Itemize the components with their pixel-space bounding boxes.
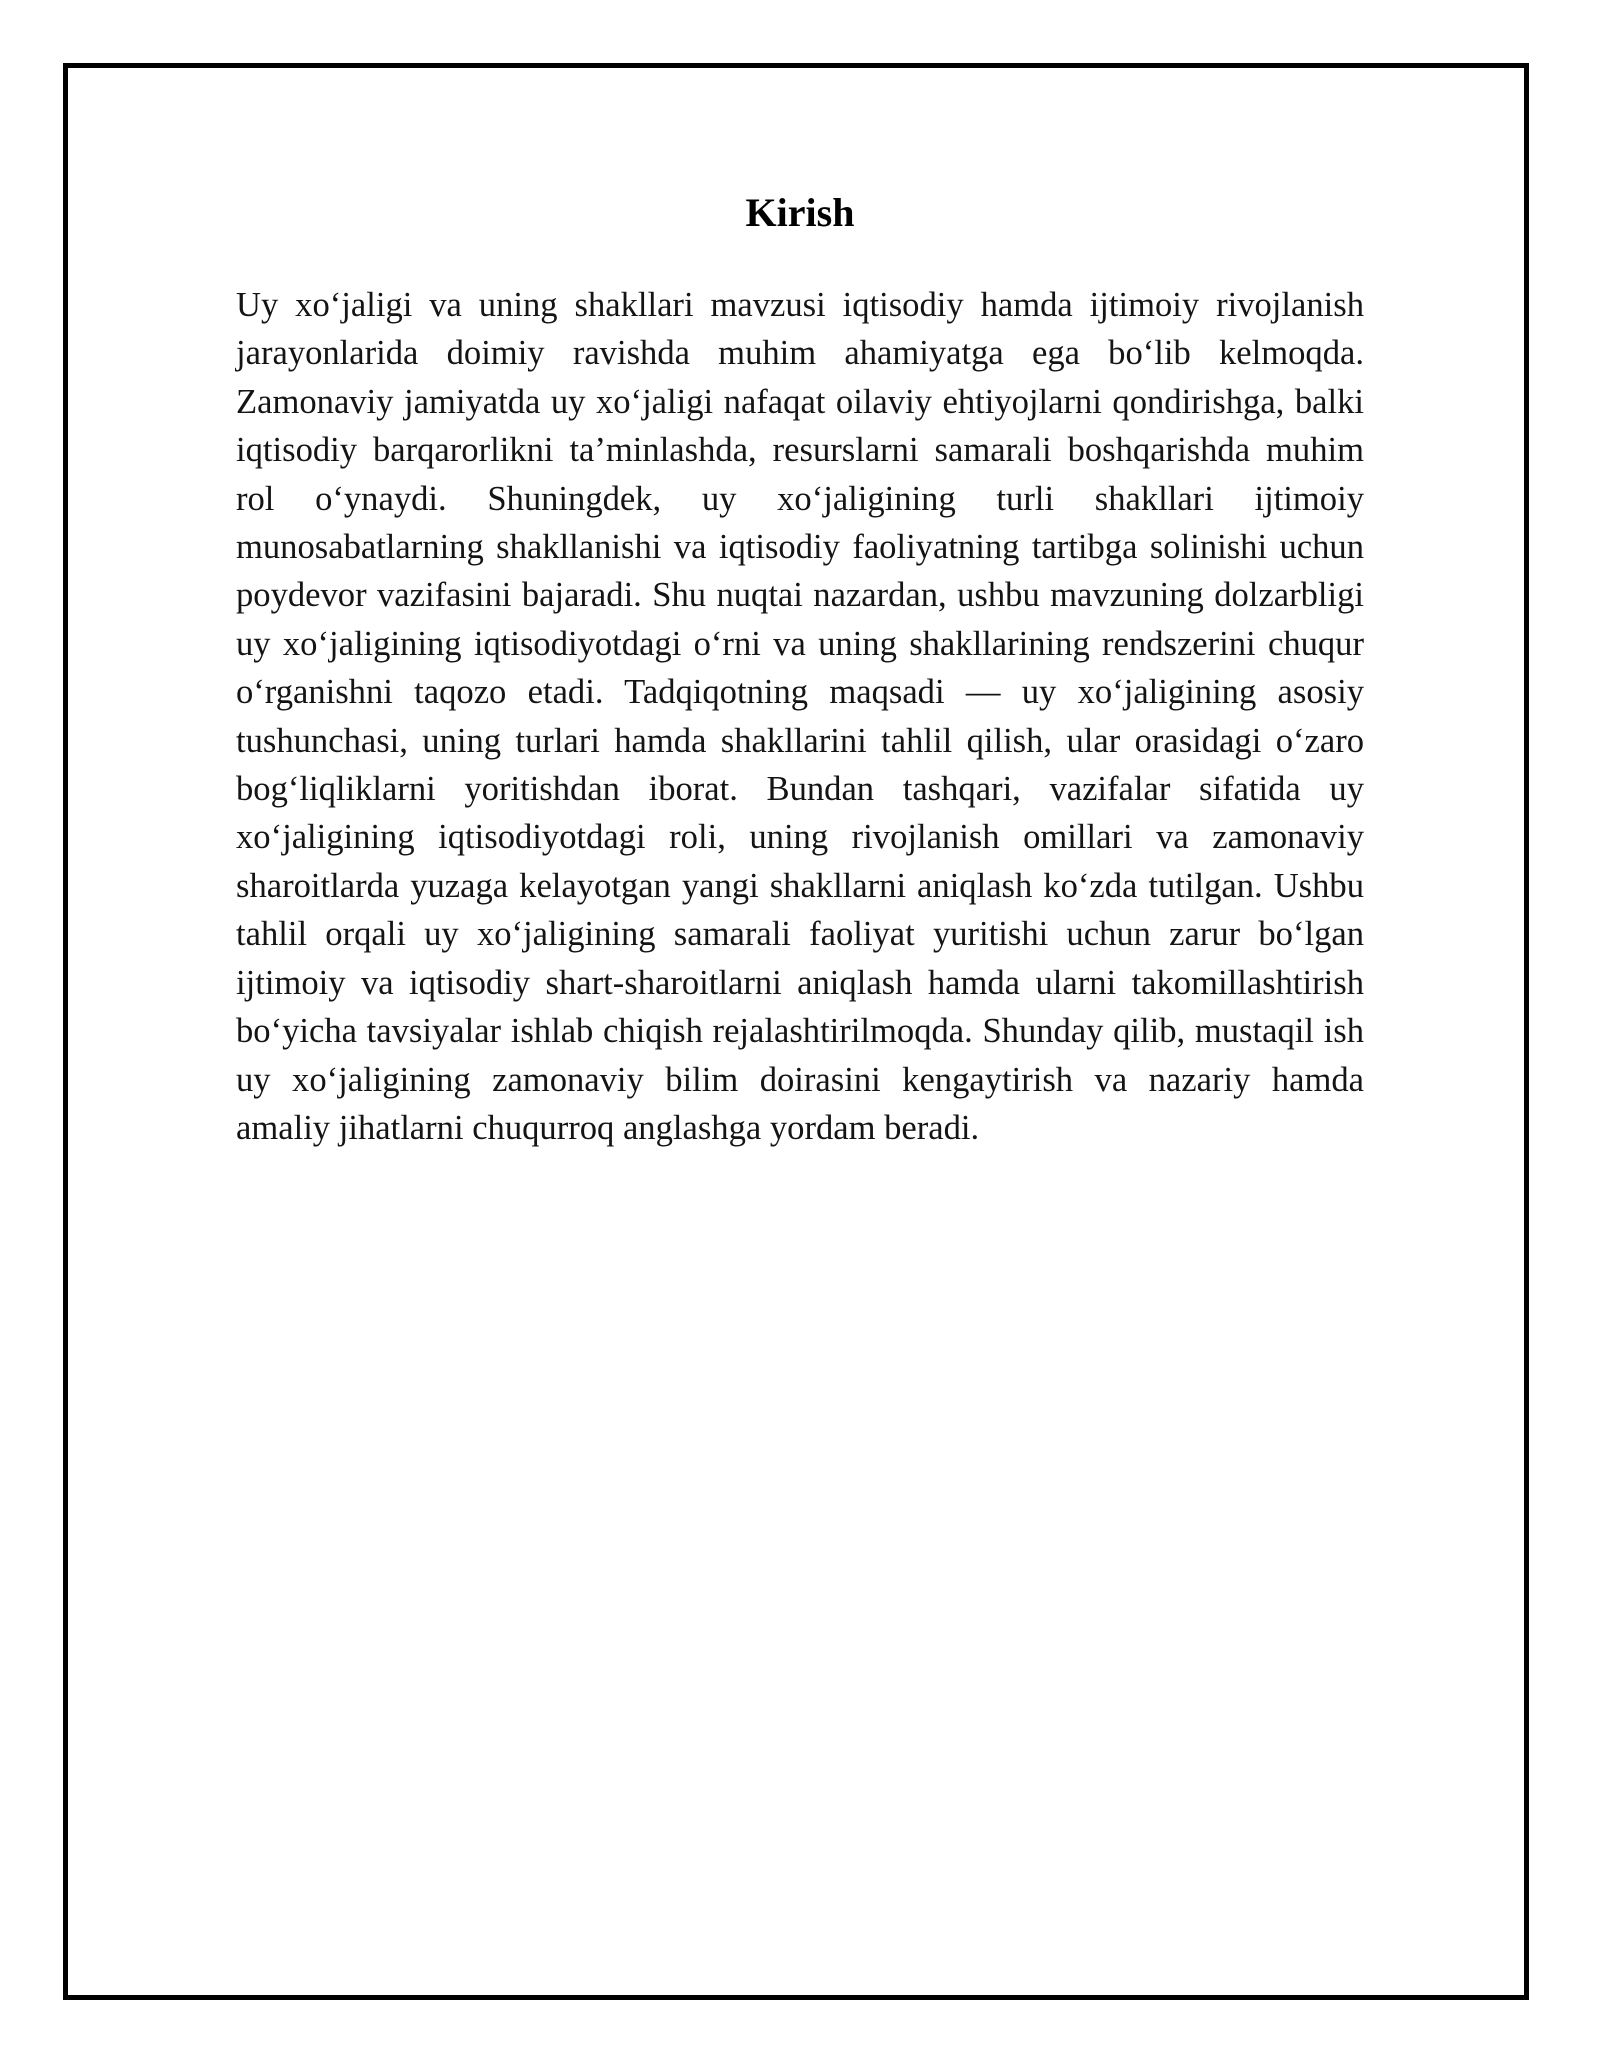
document-content [236,185,1364,1152]
page-title: Kirish [745,190,855,235]
body-paragraph: Uy xo‘jaligi va uning shakllari mavzusi iqtisodiy hamda ijtimoiy rivojlanish jarayonlarida doimiy ravishda muhim ahamiyatga ega bo‘lib kelmoqda. Zamonaviy jamiyatda uy xo‘jaligi nafaqat oilaviy ehtiyojlarni qondirishga, balki iqtisodiy barqarorlikni ta’minlashda, resurslarni samarali boshqarishda muhim rol o‘ynaydi. Shuningdek, uy xo‘jaligining turli shakllari ijtimoiy munosabatlarning shakllanishi va iqtisodiy faoliyatning tartibga solinishi uchun poydevor vazifasini bajaradi. Shu nuqtai nazardan, ushbu mavzuning dolzarbligi uy xo‘jaligining iqtisodiyotdagi o‘rni va uning shakllarining rendszerini chuqur o‘rganishni taqozo etadi. Tadqiqotning maqsadi — uy xo‘jaligining asosiy tushunchasi, uning turlari hamda shakllarini tahlil qilish, ular orasidagi o‘zaro bog‘liqliklarni yoritishdan iborat. Bundan tashqari, vazifalar sifatida uy xo‘jaligining iqtisodiyotdagi roli, uning rivojlanish omillari va zamonaviy sharoitlarda yuzaga kelayotgan yangi shakllarni aniqlash ko‘zda tutilgan. Ushbu tahlil orqali uy xo‘jaligining samarali faoliyat yuritishi uchun zarur bo‘lgan ijtimoiy va iqtisodiy shart-sharoitlarni aniqlash hamda ularni takomillashtirish bo‘yicha tavsiyalar ishlab chiqish rejalashtirilmoqda. Shunday qilib, mustaqil ish uy xo‘jaligining zamonaviy bilim doirasini kengaytirish va nazariy hamda amaliy jihatlarni chuqurroq anglashga yordam beradi. [236,286,1364,1147]
